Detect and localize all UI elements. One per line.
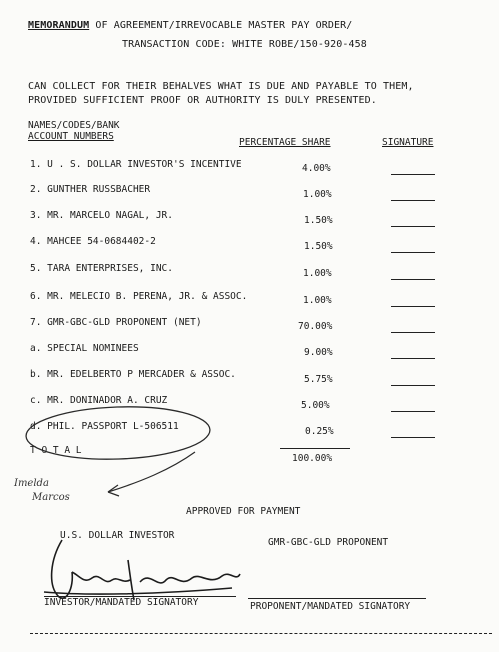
right-signatory-label: PROPONENT/MANDATED SIGNATORY [250, 601, 411, 612]
total-label: T O T A L [30, 445, 82, 456]
left-signatory-title: U.S. DOLLAR INVESTOR [60, 530, 175, 541]
memo-title-rest: OF AGREEMENT/IRREVOCABLE MASTER PAY ORDER/ [95, 20, 353, 31]
handwritten-note-line-2: Marcos [32, 492, 70, 503]
transaction-code: TRANSACTION CODE: WHITE ROBE/150-920-458 [122, 39, 367, 50]
row-share: 1.00% [303, 268, 332, 279]
signature-header: SIGNATURE [382, 137, 434, 148]
row-share: 4.00% [302, 163, 331, 174]
memo-title-prefix: MEMORANDUM [28, 20, 90, 31]
row-name: 2. GUNTHER RUSSBACHER [30, 184, 151, 195]
row-name: a. SPECIAL NOMINEES [30, 343, 139, 354]
row-name: 4. MAHCEE 54-0684402-2 [30, 236, 156, 247]
names-header-line-2: ACCOUNT NUMBERS [28, 131, 114, 142]
row-share: 1.50% [304, 241, 333, 252]
row-name: d. PHIL. PASSPORT L-506511 [30, 421, 179, 432]
row-share: 70.00% [298, 321, 333, 332]
intro-line-2: PROVIDED SUFFICIENT PROOF OR AUTHORITY IS DULY PRESENTED. [28, 95, 377, 106]
bottom-divider [30, 633, 492, 634]
intro-line-1: CAN COLLECT FOR THEIR BEHALVES WHAT IS DUE AND PAYABLE TO THEM, [28, 81, 414, 92]
right-signature-line [248, 598, 426, 599]
row-name: 1. U . S. DOLLAR INVESTOR'S INCENTIVE [30, 159, 242, 170]
row-share: 0.25% [305, 426, 334, 437]
total-value: 100.00% [292, 453, 333, 464]
row-share: 5.00% [301, 400, 330, 411]
row-name: 7. GMR-GBC-GLD PROPONENT (NET) [30, 317, 202, 328]
approval-heading: APPROVED FOR PAYMENT [186, 506, 301, 517]
row-name: 5. TARA ENTERPRISES, INC. [30, 263, 173, 274]
right-signatory-title: GMR-GBC-GLD PROPONENT [268, 537, 389, 548]
names-header-line-1: NAMES/CODES/BANK [28, 120, 120, 131]
share-header: PERCENTAGE SHARE [239, 137, 331, 148]
handwritten-note-line-1: Imelda [14, 478, 49, 489]
row-share: 9.00% [304, 347, 333, 358]
row-name: b. MR. EDELBERTO P MERCADER & ASSOC. [30, 369, 236, 380]
row-share: 1.00% [303, 189, 332, 200]
row-share: 1.00% [303, 295, 332, 306]
row-share: 1.50% [304, 215, 333, 226]
row-name: c. MR. DONINADOR A. CRUZ [30, 395, 168, 406]
row-name: 3. MR. MARCELO NAGAL, JR. [30, 210, 173, 221]
row-name: 6. MR. MELECIO B. PERENA, JR. & ASSOC. [30, 291, 248, 302]
row-share: 5.75% [304, 374, 333, 385]
left-signatory-label: INVESTOR/MANDATED SIGNATORY [44, 597, 199, 608]
